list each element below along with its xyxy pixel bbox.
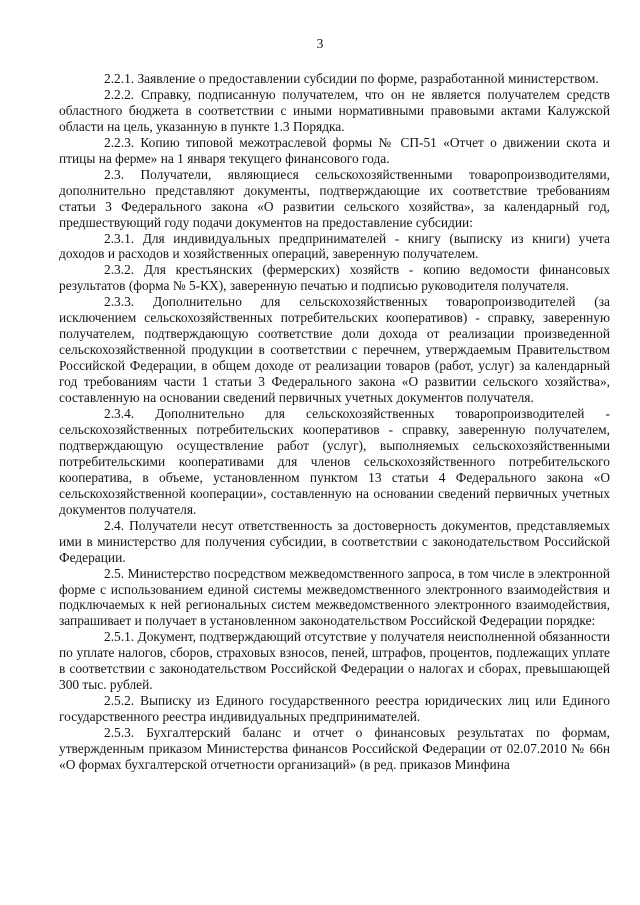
paragraph-2-3-4: 2.3.4. Дополнительно для сельскохозяйственных товаропроизводителей - сельскохозяйственных потребительских кооперативов - справку, заверенную получателем, подтверждающую осуществление работ (услуг), выполняемых сельскохозяйственными потребительскими кооперативами для членов сельскохозяйственного потребительского кооператива, в объеме, установленном пунктом 13 статьи 4 Федерального закона «О сельскохозяйственной кооперации», составленную на основании сведений первичных учетных документов получателя. [59,406,610,517]
paragraph-2-3: 2.3. Получатели, являющиеся сельскохозяйственными товаропроизводителями, дополнительно представляют документы, подтверждающие их соответствие требованиям статьи 3 Федерального закона «О развитии сельского хозяйства», за календарный год, предшествующий году подачи документов на предоставление субсидии: [59,166,610,230]
paragraph-2-5: 2.5. Министерство посредством межведомственного запроса, в том числе в электронной форме с использованием единой системы межведомственного электронного взаимодействия и подключаемых к ней региональных систем межведомственного электронного взаимодействия, запрашивает и получает в установленном законодательством Российской Федерации порядке: [59,565,610,629]
paragraph-2-2-3: 2.2.3. Копию типовой межотраслевой формы № СП-51 «Отчет о движении скота и птицы на ферме» на 1 января текущего финансового года. [59,134,610,166]
paragraph-2-3-1: 2.3.1. Для индивидуальных предпринимателей - книгу (выписку из книги) учета доходов и расходов и хозяйственных операций, заверенную получателем. [59,230,610,262]
document-body [59,71,610,773]
paragraph-2-4: 2.4. Получатели несут ответственность за достоверность документов, представляемых ими в министерство для получения субсидии, в соответствии с законодательством Российской Федерации. [59,517,610,565]
paragraph-2-2-1: 2.2.1. Заявление о предоставлении субсидии по форме, разработанной министерством. [104,71,599,86]
paragraph-2-5-3: 2.5.3. Бухгалтерский баланс и отчет о финансовых результатах по формам, утвержденным приказом Министерства финансов Российской Федерации от 02.07.2010 № 66н «О формах бухгалтерской отчетности организаций» (в ред. приказов Минфина [59,725,610,772]
paragraph-2-3-2: 2.3.2. Для крестьянских (фермерских) хозяйств - копию ведомости финансовых результатов (форма № 5-КХ), заверенную печатью и подписью руководителя получателя. [59,262,610,294]
paragraph-2-5-2: 2.5.2. Выписку из Единого государственного реестра юридических лиц или Единого государственного реестра индивидуальных предпринимателей. [59,693,610,725]
paragraph-2-2-2: 2.2.2. Справку, подписанную получателем, что он не является получателем средств областного бюджета в соответствии с иными нормативными правовыми актами Калужской области на цель, указанную в пункте 1.3 Порядка. [59,86,610,134]
page-number: 3 [316,36,324,51]
paragraph-2-5-1: 2.5.1. Документ, подтверждающий отсутствие у получателя неисполненной обязанности по уплате налогов, сборов, страховых взносов, пеней, штрафов, процентов, подлежащих уплате в соответствии с законодательством Российской Федерации о налогах и сборах, превышающей 300 тыс. рублей. [59,629,610,693]
paragraph-2-3-3: 2.3.3. Дополнительно для сельскохозяйственных товаропроизводителей (за исключением сельскохозяйственных потребительских кооперативов) - справку, заверенную получателем, подтверждающую соответствие доли дохода от реализации произведенной сельскохозяйственной продукции в соответствии с перечнем, утверждаемым Правительством Российской Федерации, в общем доходе от реализации товаров (работ, услуг) за календарный год требованиям части 1 статьи 3 Федерального закона «О развитии сельского хозяйства», составленную на основании сведений первичных учетных документов получателя. [59,294,610,406]
